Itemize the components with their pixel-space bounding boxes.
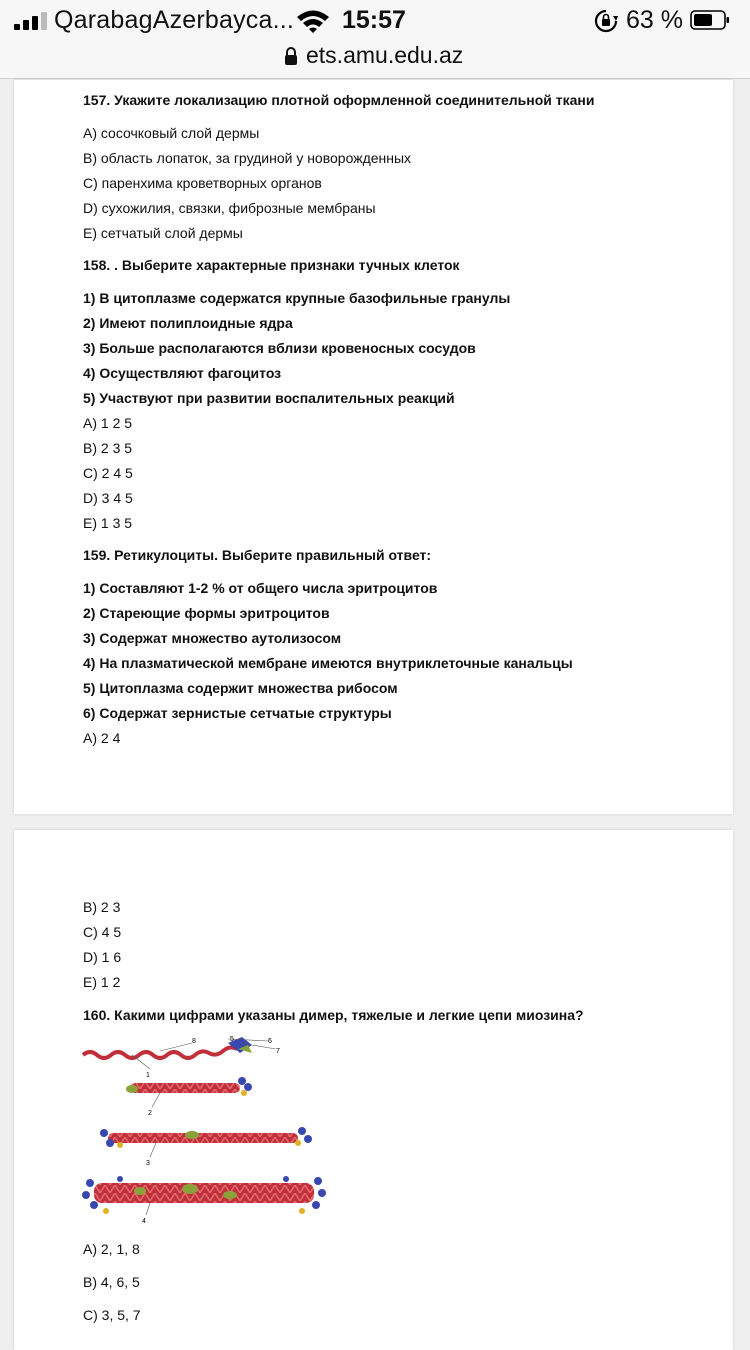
q159-option-c: C) 4 5 [83, 924, 122, 940]
rotation-lock-icon [594, 9, 618, 33]
q158-statement-3: 3) Больше располагаются вблизи кровеносных сосудов [83, 340, 476, 356]
question-159-title: 159. Ретикулоциты. Выберите правильный ответ: [83, 547, 432, 563]
q159-option-a: A) 2 4 [83, 730, 121, 746]
figure-label-8: 8 [192, 1038, 196, 1045]
q159-statement-5: 5) Цитоплазма содержит множества рибосом [83, 680, 398, 696]
figure-label-7: 7 [276, 1048, 280, 1055]
q160-option-a: A) 2, 1, 8 [83, 1241, 140, 1257]
figure-label-5: 5 [230, 1036, 234, 1043]
q159-option-b: B) 2 3 [83, 899, 121, 915]
q157-option-c: C) паренхима кроветворных органов [83, 175, 322, 191]
q159-option-d: D) 1 6 [83, 949, 122, 965]
q159-statement-1: 1) Составляют 1-2 % от общего числа эритроцитов [83, 580, 438, 596]
battery-percent: 63 % [626, 6, 683, 34]
document-page-2 [14, 830, 733, 1350]
question-157-title: 157. Укажите локализацию плотной оформленной соединительной ткани [83, 92, 595, 108]
q158-option-e: E) 1 3 5 [83, 515, 133, 531]
q159-statement-3: 3) Содержат множество аутолизосом [83, 630, 342, 646]
q159-statement-2: 2) Стареющие формы эритроцитов [83, 605, 330, 621]
question-158-title: 158. . Выберите характерные признаки тучных клеток [83, 257, 460, 273]
q158-option-a: A) 1 2 5 [83, 415, 133, 431]
q159-statement-6: 6) Содержат зернистые сетчатые структуры [83, 705, 392, 721]
q157-option-d: D) сухожилия, связки, фиброзные мембраны [83, 200, 376, 216]
q157-option-b: B) область лопаток, за грудиной у новорожденных [83, 150, 412, 166]
question-160-title: 160. Какими цифрами указаны димер, тяжелые и легкие цепи миозина? [83, 1007, 584, 1023]
carrier-name: QarabagAzerbayca... [54, 6, 295, 34]
q158-option-d: D) 3 4 5 [83, 490, 133, 506]
status-bar [0, 0, 750, 42]
q159-statement-4: 4) На плазматической мембране имеются внутриклеточные канальцы [83, 655, 573, 671]
q158-statement-1: 1) В цитоплазме содержатся крупные базофильные гранулы [83, 290, 511, 306]
wifi-icon [296, 8, 330, 34]
figure-label-1: 1 [146, 1072, 150, 1079]
figure-label-6: 6 [268, 1038, 272, 1045]
padlock-icon [284, 46, 298, 66]
q160-option-c: C) 3, 5, 7 [83, 1307, 141, 1323]
figure-label-3: 3 [146, 1160, 150, 1167]
q157-option-e: E) сетчатый слой дермы [83, 225, 243, 241]
q158-statement-4: 4) Осуществляют фагоцитоз [83, 365, 282, 381]
figure-label-2: 2 [148, 1110, 152, 1117]
q158-statement-5: 5) Участвуют при развитии воспалительных реакций [83, 390, 455, 406]
q159-option-e: E) 1 2 [83, 974, 121, 990]
q158-option-b: B) 2 3 5 [83, 440, 133, 456]
status-time: 15:57 [342, 6, 406, 34]
q157-option-a: A) сосочковый слой дермы [83, 125, 260, 141]
myosin-figure [80, 1033, 326, 1225]
figure-label-4: 4 [142, 1218, 146, 1225]
url-text[interactable]: ets.amu.edu.az [306, 42, 464, 68]
cellular-signal-icon [14, 12, 50, 30]
q160-option-b: B) 4, 6, 5 [83, 1274, 140, 1290]
address-bar[interactable] [0, 42, 750, 79]
battery-icon [690, 10, 730, 30]
q158-statement-2: 2) Имеют полиплоидные ядра [83, 315, 293, 331]
document-page-1 [14, 80, 733, 814]
q158-option-c: C) 2 4 5 [83, 465, 133, 481]
